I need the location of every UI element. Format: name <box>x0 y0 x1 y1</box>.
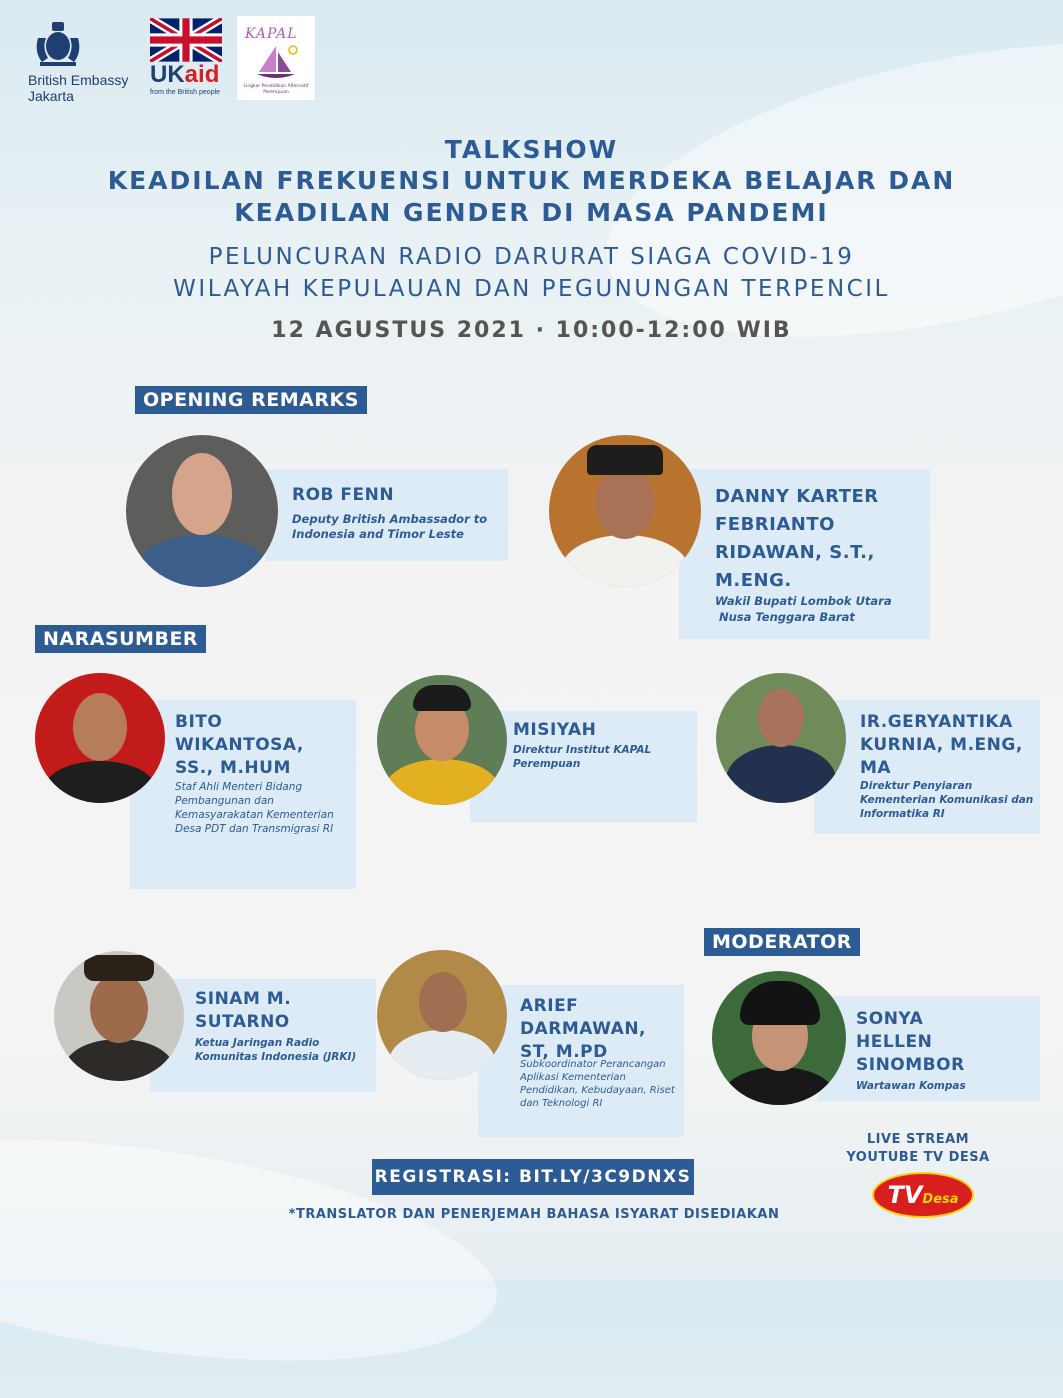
ukaid-logo <box>150 18 224 100</box>
subheadline-line-2: WILAYAH KEPULAUAN DAN PEGUNUNGAN TERPENCIL <box>173 276 890 302</box>
speaker-role-arief: Subkoordinator Perancangan Aplikasi Kementerian Pendidikan, Kebudayaan, Riset dan Teknologi RI <box>520 1059 675 1109</box>
tvdesa-logo[interactable] <box>872 1172 974 1218</box>
embassy-name: British Embassy <box>28 72 129 88</box>
speaker-role-misiyah: Direktur Institut KAPAL Perempuan <box>513 744 652 770</box>
talkshow-label: TALKSHOW <box>444 135 619 164</box>
narasumber-heading: NARASUMBER <box>35 625 206 653</box>
translator-note: *TRANSLATOR DAN PENERJEMAH BAHASA ISYARAT DISEDIAKAN <box>288 1207 780 1222</box>
royal-crest-icon <box>28 18 88 68</box>
speaker-role-geryantika: Direktur Penyiaran Kementerian Komunikasi dan Informatika RI <box>860 780 1034 820</box>
speaker-name-danny: DANNY KARTER FEBRIANTO RIDAWAN, S.T., M.ENG. <box>715 486 879 591</box>
speaker-role-danny-line1: Wakil Bupati Lombok Utara <box>715 594 892 608</box>
speaker-name-arief: ARIEF DARMAWAN, ST, M.PD <box>520 996 646 1062</box>
live-stream-channel: YOUTUBE TV DESA <box>846 1150 990 1165</box>
speaker-photo-geryantika <box>716 673 846 803</box>
speaker-role-bito: Staf Ahli Menteri Bidang Pembangunan dan Kemasyarakatan Kementerian Desa PDT dan Transmigrasi RI <box>175 781 334 835</box>
speaker-photo-sinam <box>54 951 184 1081</box>
ukaid-tagline: from the British people <box>150 89 221 96</box>
speaker-role-danny-line2: Nusa Tenggara Barat <box>719 610 855 624</box>
speaker-name-geryantika: IR.GERYANTIKA KURNIA, M.ENG, MA <box>860 712 1023 778</box>
opening-remarks-heading: OPENING REMARKS <box>135 386 367 414</box>
speaker-name-sinam: SINAM M. SUTARNO <box>195 989 292 1032</box>
speaker-role-sonya: Wartawan Kompas <box>856 1080 966 1092</box>
speaker-role-rob-fenn: Deputy British Ambassador to Indonesia and Timor Leste <box>292 512 488 541</box>
sailboat-icon <box>251 44 301 84</box>
speaker-photo-bito <box>35 673 165 803</box>
speaker-role-sinam: Ketua Jaringan Radio Komunitas Indonesia (JRKI) <box>195 1037 357 1063</box>
tvdesa-desa: Desa <box>922 1192 959 1207</box>
speaker-photo-rob-fenn <box>126 435 278 587</box>
event-date-time: 12 AGUSTUS 2021 · 10:00-12:00 WIB <box>271 318 792 343</box>
headline-line-2: KEADILAN GENDER DI MASA PANDEMI <box>234 198 829 227</box>
subheadline-line-1: PELUNCURAN RADIO DARURAT SIAGA COVID-19 <box>208 244 855 270</box>
british-embassy-logo <box>24 18 144 108</box>
kapal-tagline: Lingkar Pendidikan Alternatif Perempuan <box>243 84 309 95</box>
moderator-heading: MODERATOR <box>704 928 860 956</box>
speaker-photo-sonya <box>712 971 846 1105</box>
live-stream-label: LIVE STREAM <box>866 1132 970 1147</box>
speaker-photo-danny <box>549 435 701 587</box>
speaker-name-misiyah: MISIYAH <box>513 720 597 740</box>
tvdesa-tv: TV <box>887 1181 923 1209</box>
embassy-city: Jakarta <box>28 88 74 104</box>
headline-line-1: KEADILAN FREKUENSI UNTUK MERDEKA BELAJAR DAN <box>107 166 956 195</box>
speaker-name-rob-fenn: ROB FENN <box>292 485 395 505</box>
ukaid-aid: aid <box>184 61 220 88</box>
speaker-name-bito: BITO WIKANTOSA, SS., M.HUM <box>175 712 304 778</box>
ukaid-uk: UK <box>150 61 185 88</box>
background-swoosh <box>0 1102 511 1397</box>
speaker-photo-misiyah <box>377 675 507 805</box>
registration-banner[interactable]: REGISTRASI: BIT.LY/3C9DNXS <box>372 1159 694 1195</box>
speaker-name-sonya: SONYA HELLEN SINOMBOR <box>856 1009 965 1075</box>
union-jack-icon <box>150 18 222 62</box>
speaker-photo-arief <box>377 950 507 1080</box>
kapal-logo <box>237 16 315 100</box>
kapal-wordmark: KAPAL <box>245 26 298 42</box>
